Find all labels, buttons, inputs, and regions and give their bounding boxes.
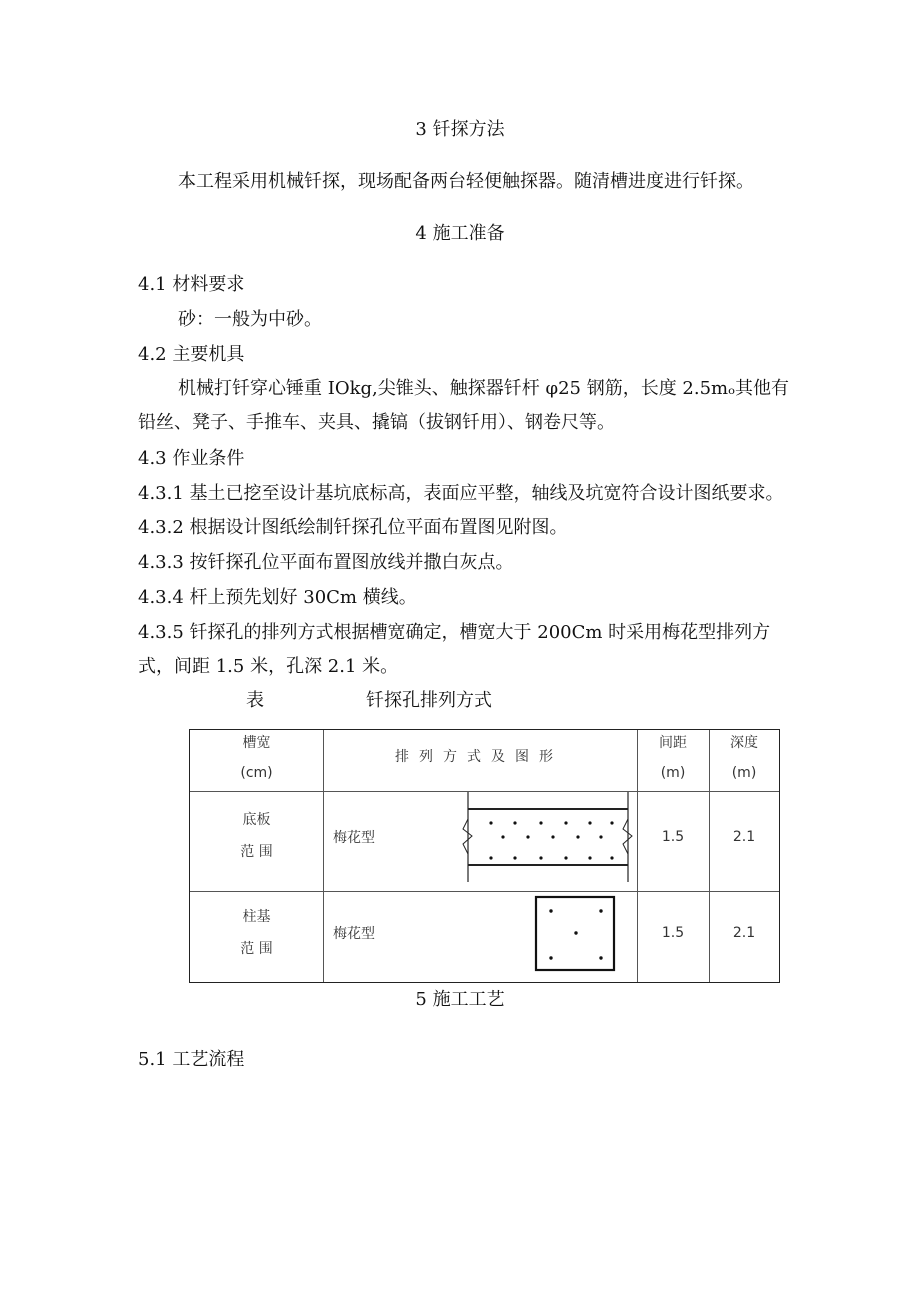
section-4-3-5-line1: 4.3.5 钎探孔的排列方式根据槽宽确定，槽宽大于 200Cm 时采用梅花型排列方 [138, 622, 771, 643]
table-caption-title: 钎探孔排列方式 [366, 690, 492, 711]
drill-pattern-table [189, 729, 780, 983]
section-4-2-text-line2: 铅丝、凳子、手推车、夹具、撬镐（拔钢钎用）、钢卷尺等。 [138, 412, 615, 433]
row-column-base-range-line1: 柱基 [242, 909, 271, 925]
header-pattern: 排列方式及图形 [395, 749, 563, 765]
quincunx-square-diagram [534, 895, 618, 975]
quincunx-strip-diagram [460, 792, 638, 890]
section-4-3-5-line2: 式，间距 1.5 米，孔深 2.1 米。 [138, 656, 399, 677]
section-5-1-heading: 5.1 工艺流程 [138, 1049, 245, 1070]
row-column-base-depth: 2.1 [732, 925, 756, 941]
section-4-3-2: 4.3.2 根据设计图纸绘制钎探孔位平面布置图见附图。 [138, 517, 568, 538]
table-caption-label: 表 [246, 690, 264, 711]
section-4-2-text-line1: 机械打钎穿心锤重 IOkg,尖锥头、触探器钎杆 φ25 钢筋，长度 2.5mₒ其他有 [178, 378, 790, 399]
header-spacing-unit: (m) [660, 765, 686, 781]
row-column-base-spacing: 1.5 [661, 925, 685, 941]
section-4-2-heading: 4.2 主要机具 [138, 344, 245, 365]
section-4-3-1: 4.3.1 基土已挖至设计基坑底标高，表面应平整，轴线及坑宽符合设计图纸要求。 [138, 483, 784, 504]
row-baseplate-spacing: 1.5 [661, 829, 685, 845]
row-baseplate-range-line1: 底板 [242, 812, 271, 828]
section-5-heading: 5 施工工艺 [415, 989, 505, 1010]
table-divider [190, 891, 779, 892]
header-width-label: 槽宽 [242, 735, 271, 751]
row-baseplate-pattern: 梅花型 [333, 830, 375, 846]
section-4-3-4: 4.3.4 杆上预先划好 30Cm 横线。 [138, 587, 417, 608]
section-3-text: 本工程采用机械钎探，现场配备两台轻便触探器。随清槽进度进行钎探。 [178, 171, 754, 192]
section-4-1-text: 砂：一般为中砂。 [178, 309, 322, 330]
section-4-3-3: 4.3.3 按钎探孔位平面布置图放线并撒白灰点。 [138, 552, 514, 573]
section-4-1-heading: 4.1 材料要求 [138, 274, 245, 295]
section-4-heading: 4 施工准备 [415, 223, 505, 244]
section-4-3-heading: 4.3 作业条件 [138, 448, 245, 469]
row-baseplate-depth: 2.1 [732, 829, 756, 845]
section-3-heading: 3 钎探方法 [415, 119, 505, 140]
header-depth-unit: (m) [731, 765, 757, 781]
row-baseplate-range-line2: 范 围 [240, 844, 273, 860]
row-column-base-pattern: 梅花型 [333, 926, 375, 942]
header-spacing-label: 间距 [659, 735, 687, 751]
row-column-base-range-line2: 范 围 [240, 941, 273, 957]
header-width-unit: (cm) [240, 765, 273, 781]
table-divider [323, 730, 324, 982]
header-depth-label: 深度 [730, 735, 758, 751]
